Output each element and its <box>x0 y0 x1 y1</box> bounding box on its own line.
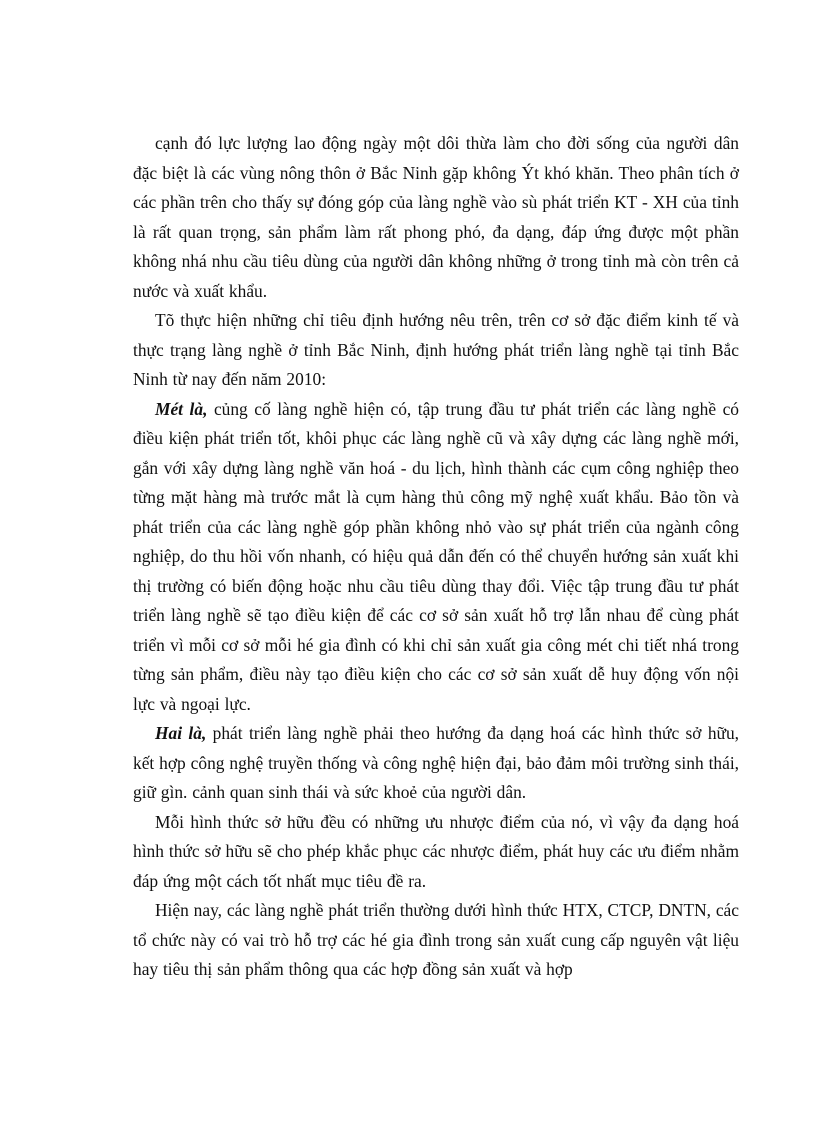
paragraph-6-text: Hiện nay, các làng nghề phát triển thường dưới hình thức HTX, CTCP, DNTN, các tổ chức này có vai trò hỗ trợ các hé gia đình trong sản xuất cung cấp nguyên vật liệu hay tiêu thị sản phẩm thông qua các hợp đồng sản xuất và hợp <box>133 900 739 979</box>
paragraph-4-text: phát triển làng nghề phải theo hướng đa dạng hoá các hình thức sở hữu, kết hợp công nghệ truyền thống và công nghệ hiện đại, bảo đảm môi trường sinh thái, giữ gìn. cảnh quan sinh thái và sức khoẻ của người dân. <box>133 723 740 802</box>
paragraph-5 <box>133 808 739 897</box>
paragraph-3-lead: Mét là, <box>155 398 208 419</box>
paragraph-2 <box>133 306 739 395</box>
paragraph-1-text: cạnh đó lực lượng lao động ngày một dôi thừa làm cho đời sống của người dân đặc biệt là các vùng nông thôn ở Bắc Ninh gặp không Ýt khó khăn. Theo phân tích ở các phần trên cho thấy sự đóng góp của làng nghề vào sù phát triển KT - XH của tỉnh là rất quan trọng, sản phẩm làm rất phong phó, đa dạng, đáp ứng được một phần không nhá nhu cầu tiêu dùng của người dân không những ở trong tỉnh mà còn trên cả nước và xuất khẩu. <box>133 133 739 301</box>
paragraph-3 <box>133 395 739 720</box>
paragraph-1 <box>133 129 739 306</box>
paragraph-5-text: Mỗi hình thức sở hữu đều có những ưu nhược điểm của nó, vì vậy đa dạng hoá hình thức sở hữu sẽ cho phép khắc phục các nhược điểm, phát huy các ưu điểm nhằm đáp ứng một cách tốt nhất mục tiêu đề ra. <box>133 811 739 891</box>
paragraph-3-text: củng cố làng nghề hiện có, tập trung đầu tư phát triển các làng nghề có điều kiện phát triển tốt, khôi phục các làng nghề cũ và xây dựng các làng nghề mới, gắn với xây dựng làng nghề văn hoá - du lịch, hình thành các cụm công nghiệp theo từng mặt hàng mà trước mắt là cụm hàng thủ công mỹ nghệ xuất khẩu. Bảo tồn và phát triển của các làng nghề góp phần không nhỏ vào sự phát triển của ngành công nghiệp, do thu hồi vốn nhanh, có hiệu quả dẫn đến có thể chuyển hướng sản xuất khi thị trường có biến động hoặc nhu cầu tiêu dùng thay đổi. Việc tập trung đầu tư phát triển làng nghề sẽ tạo điều kiện để các cơ sở sản xuất hỗ trợ lẫn nhau để cùng phát triển vì mỗi cơ sở mỗi hé gia đình có khi chỉ sản xuất gia công mét chi tiết nhá trong từng sản phẩm, điều này tạo điều kiện cho các cơ sở sản xuất dễ huy động vốn nội lực và ngoại lực. <box>133 398 739 714</box>
paragraph-2-text: Tõ thực hiện những chỉ tiêu định hướng nêu trên, trên cơ sở đặc điểm kinh tế và thực trạng làng nghề ở tỉnh Bắc Ninh, định hướng phát triển làng nghề tại tỉnh Bắc Ninh từ nay đến năm 2010: <box>133 310 739 389</box>
document-body <box>133 129 739 985</box>
paragraph-4 <box>133 719 739 808</box>
paragraph-4-lead: Hai là, <box>155 723 207 743</box>
paragraph-6 <box>133 896 739 985</box>
